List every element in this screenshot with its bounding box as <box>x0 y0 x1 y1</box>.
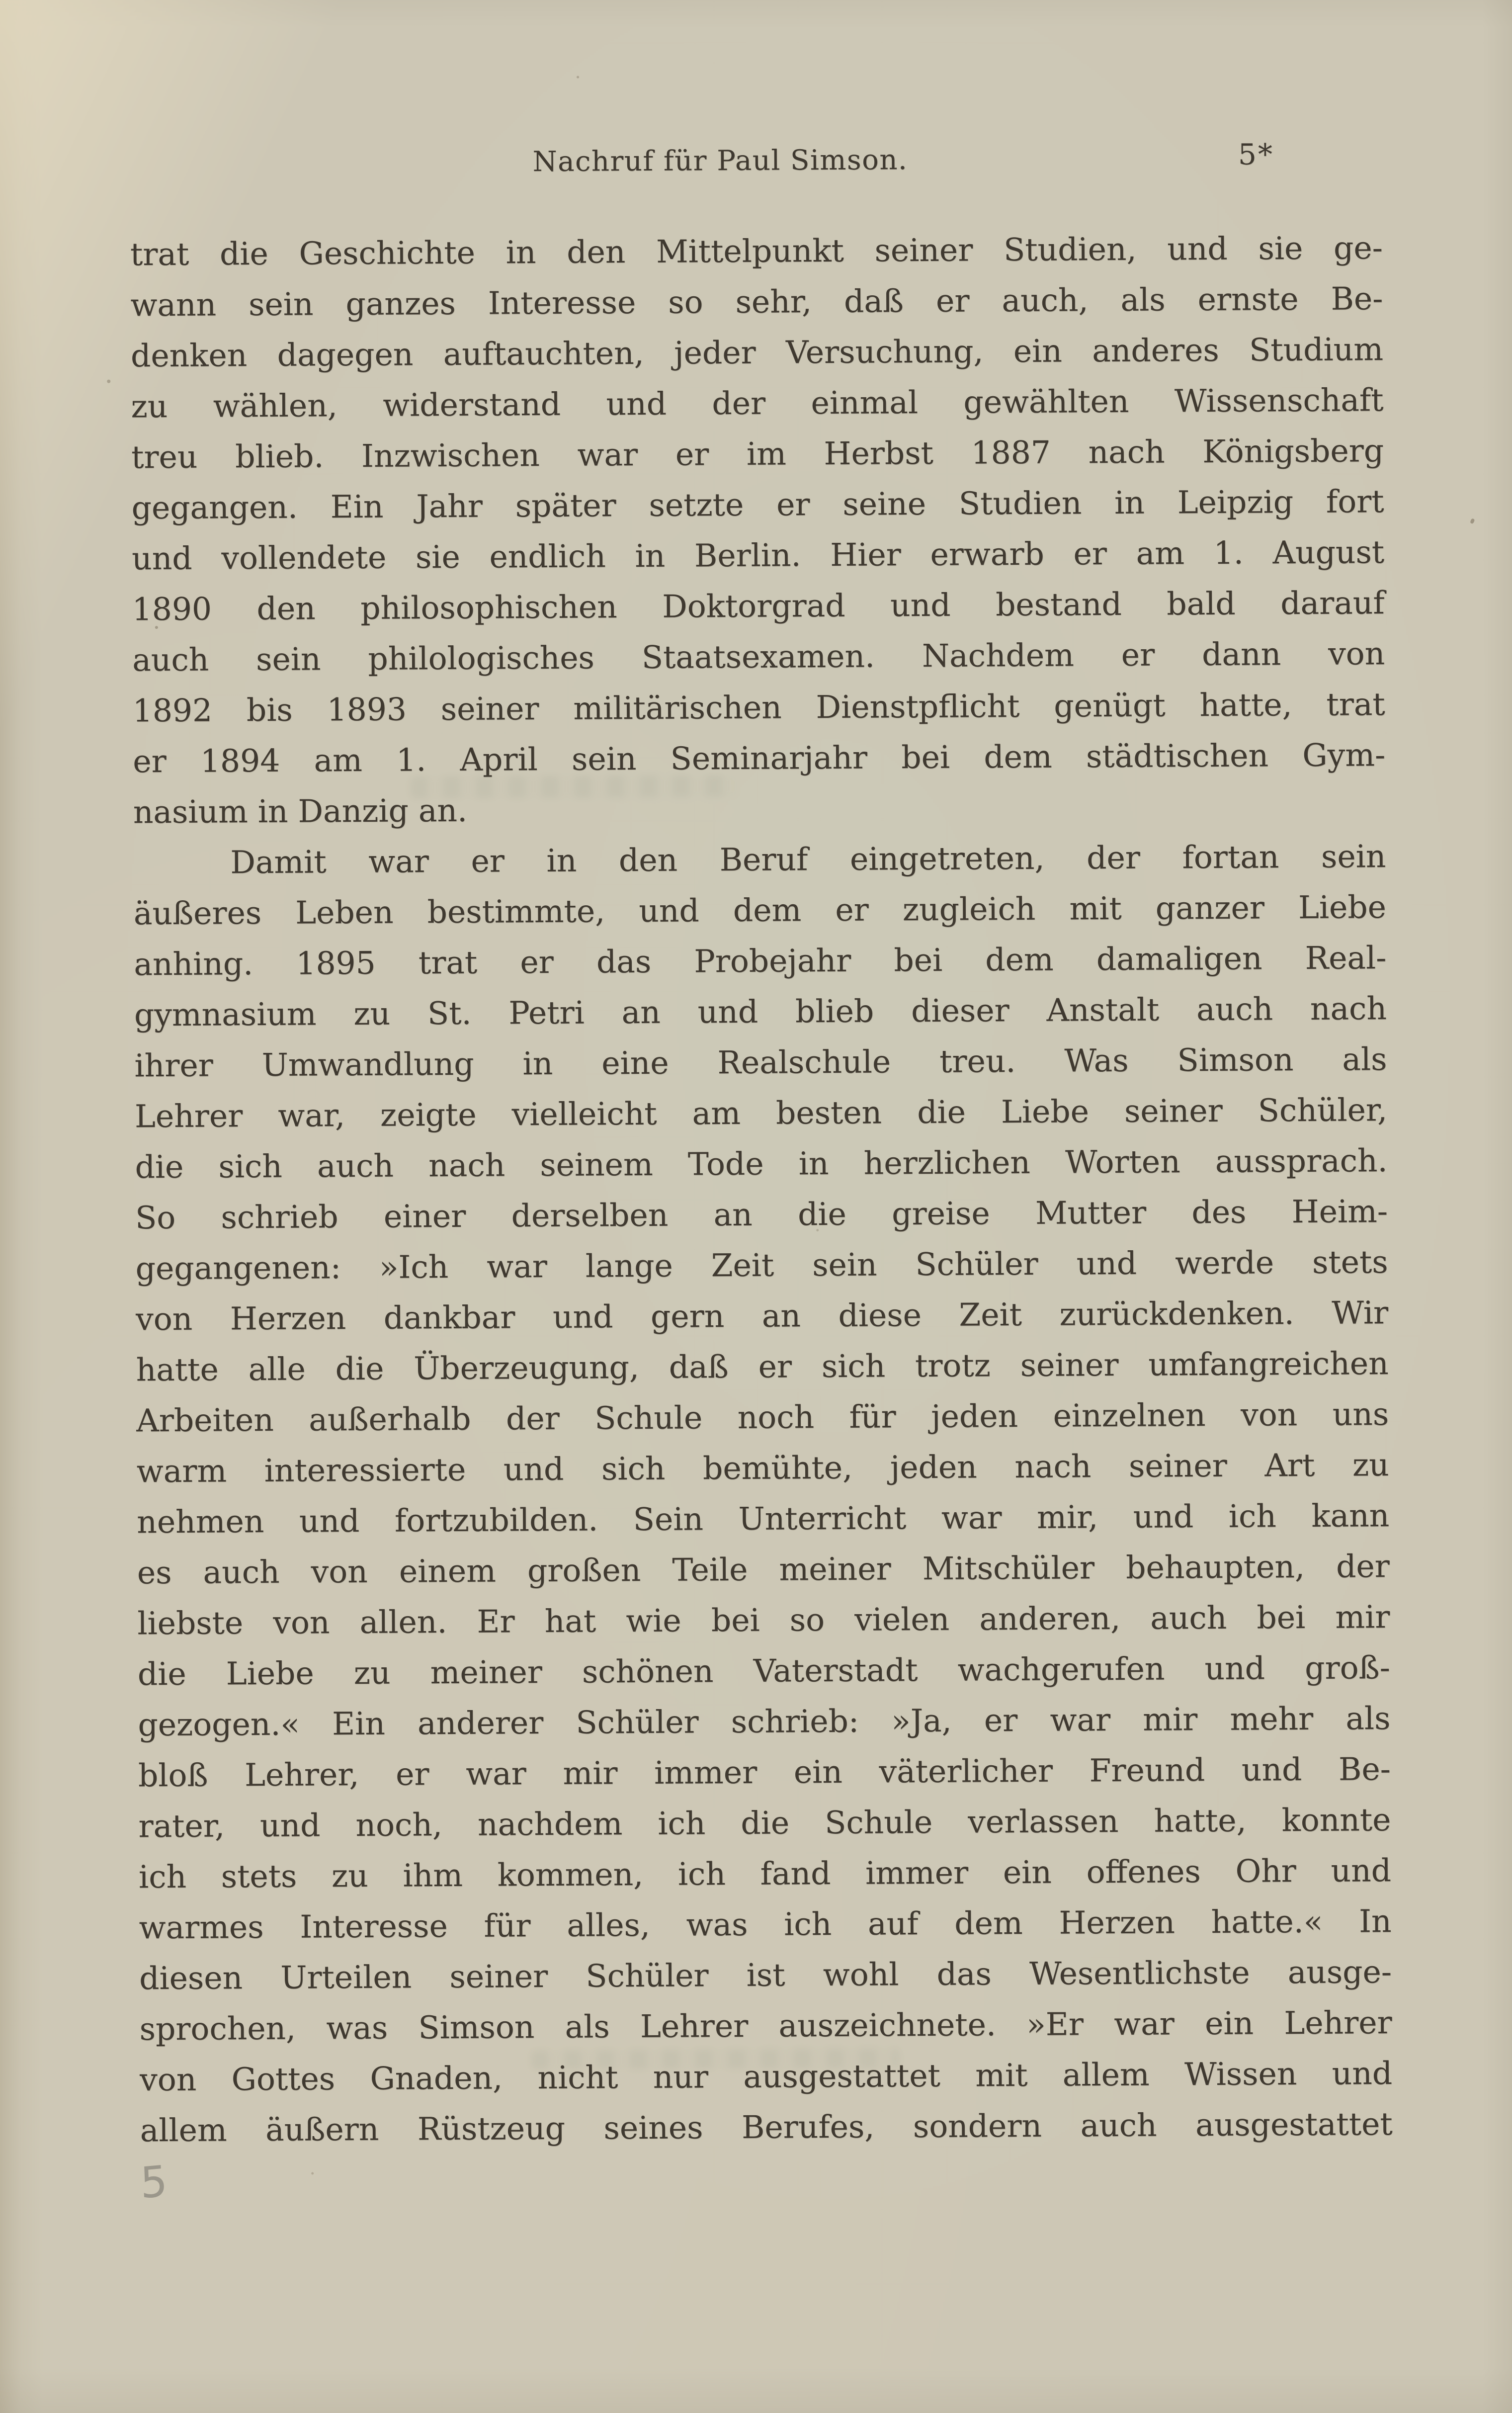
text-line: 1892 bis 1893 seiner militärischen Dienstpflicht genügt hatte, trat <box>132 686 1385 729</box>
text-line: äußeres Leben bestimmte, und dem er zugleich mit ganzer Liebe <box>133 889 1387 932</box>
text-line: 1890 den philosophischen Doktorgrad und bestand bald darauf <box>132 585 1385 628</box>
text-line: von Gottes Gnaden, nicht nur ausgestattet mit allem Wissen und <box>139 2055 1393 2098</box>
text-line: auch sein philologisches Staatsexamen. Nachdem er dann von <box>132 635 1385 679</box>
text-line: liebste von allen. Er hat wie bei so vielen anderen, auch bei mir <box>137 1599 1390 1642</box>
text-line: gymnasium zu St. Petri an und blieb dieser Anstalt auch nach <box>134 990 1387 1034</box>
text-line: treu blieb. Inzwischen war er im Herbst 1887 nach Königsberg <box>131 432 1384 476</box>
text-line: die sich auch nach seinem Tode in herzlichen Worten aussprach. <box>135 1142 1388 1186</box>
text-line: ihrer Umwandlung in eine Realschule treu. Was Simson als <box>134 1041 1387 1084</box>
text-line: die Liebe zu meiner schönen Vaterstadt wachgerufen und groß- <box>137 1649 1391 1693</box>
paper-speck <box>1470 518 1475 524</box>
text-block <box>130 223 1393 2156</box>
pencil-page-mark: 5 <box>139 2156 168 2209</box>
paper-speck <box>816 1229 819 1231</box>
text-line: trat die Geschichte in den Mittelpunkt seiner Studien, und sie ge- <box>130 230 1383 273</box>
text-line: und vollendete sie endlich in Berlin. Hier erwarb er am 1. August <box>131 534 1385 577</box>
text-line: denken dagegen auftauchten, jeder Versuchung, ein anderes Studium <box>130 331 1384 374</box>
show-through-mark <box>410 775 738 798</box>
text-line: er 1894 am 1. April sein Seminarjahr bei dem städtischen Gym- <box>133 737 1386 780</box>
text-line: bloß Lehrer, er war mir immer ein väterlicher Freund und Be- <box>138 1751 1391 1794</box>
text-line: hatte alle die Überzeugung, daß er sich trotz seiner umfangreichen <box>136 1345 1389 1388</box>
text-line: Lehrer war, zeigte vielleicht am besten die Liebe seiner Schüler, <box>134 1092 1388 1135</box>
page-title: Nachruf für Paul Simson. <box>532 144 908 178</box>
paragraph <box>130 223 1386 838</box>
paper-speck <box>155 626 158 629</box>
text-line: gegangenen: »Ich war lange Zeit sein Schüler und werde stets <box>135 1244 1388 1287</box>
text-line: Damit war er in den Beruf eingetreten, der fortan sein <box>230 838 1386 881</box>
text-line: nehmen und fortzubilden. Sein Unterricht war mir, und ich kann <box>137 1497 1390 1541</box>
text-line: warmes Interesse für alles, was ich auf dem Herzen hatte.« In <box>139 1903 1392 1946</box>
text-line: wann sein ganzes Interesse so sehr, daß er auch, als ernste Be- <box>130 280 1383 324</box>
text-line: anhing. 1895 trat er das Probejahr bei dem damaligen Real- <box>134 940 1387 983</box>
text-line: So schrieb einer derselben an die greise Mutter des Heim- <box>135 1193 1388 1236</box>
paragraph <box>133 831 1393 2156</box>
paper-speck <box>577 76 579 79</box>
text-line: Arbeiten außerhalb der Schule noch für jeden einzelnen von uns <box>136 1396 1389 1439</box>
text-line: diesen Urteilen seiner Schüler ist wohl das Wesentlichste ausge- <box>139 1954 1392 1997</box>
text-line: gezogen.« Ein anderer Schüler schrieb: »Ja, er war mir mehr als <box>138 1700 1391 1743</box>
text-line: gegangen. Ein Jahr später setzte er seine Studien in Leipzig fort <box>131 483 1384 526</box>
text-line: es auch von einem großen Teile meiner Mitschüler behaupten, der <box>137 1548 1390 1591</box>
text-line: ich stets zu ihm kommen, ich fand immer ein offenes Ohr und <box>138 1852 1392 1896</box>
text-line: sprochen, was Simson als Lehrer auszeichnete. »Er war ein Lehrer <box>139 2004 1392 2048</box>
show-through-mark <box>531 2049 899 2069</box>
text-line: rater, und noch, nachdem ich die Schule verlassen hatte, konnte <box>138 1802 1391 1845</box>
text-line: allem äußern Rüstzeug seines Berufes, sondern auch ausgestattet <box>140 2106 1393 2149</box>
paper-speck <box>311 2172 314 2175</box>
page-number: 5* <box>1238 137 1274 172</box>
text-line: zu wählen, widerstand und der einmal gewählten Wissenschaft <box>131 382 1384 425</box>
text-line: von Herzen dankbar und gern an diese Zeit zurückdenken. Wir <box>135 1294 1389 1338</box>
text-line: warm interessierte und sich bemühte, jeden nach seiner Art zu <box>136 1447 1389 1490</box>
text-line: nasium in Danzig an. <box>133 792 468 831</box>
paper-speck <box>107 380 110 383</box>
